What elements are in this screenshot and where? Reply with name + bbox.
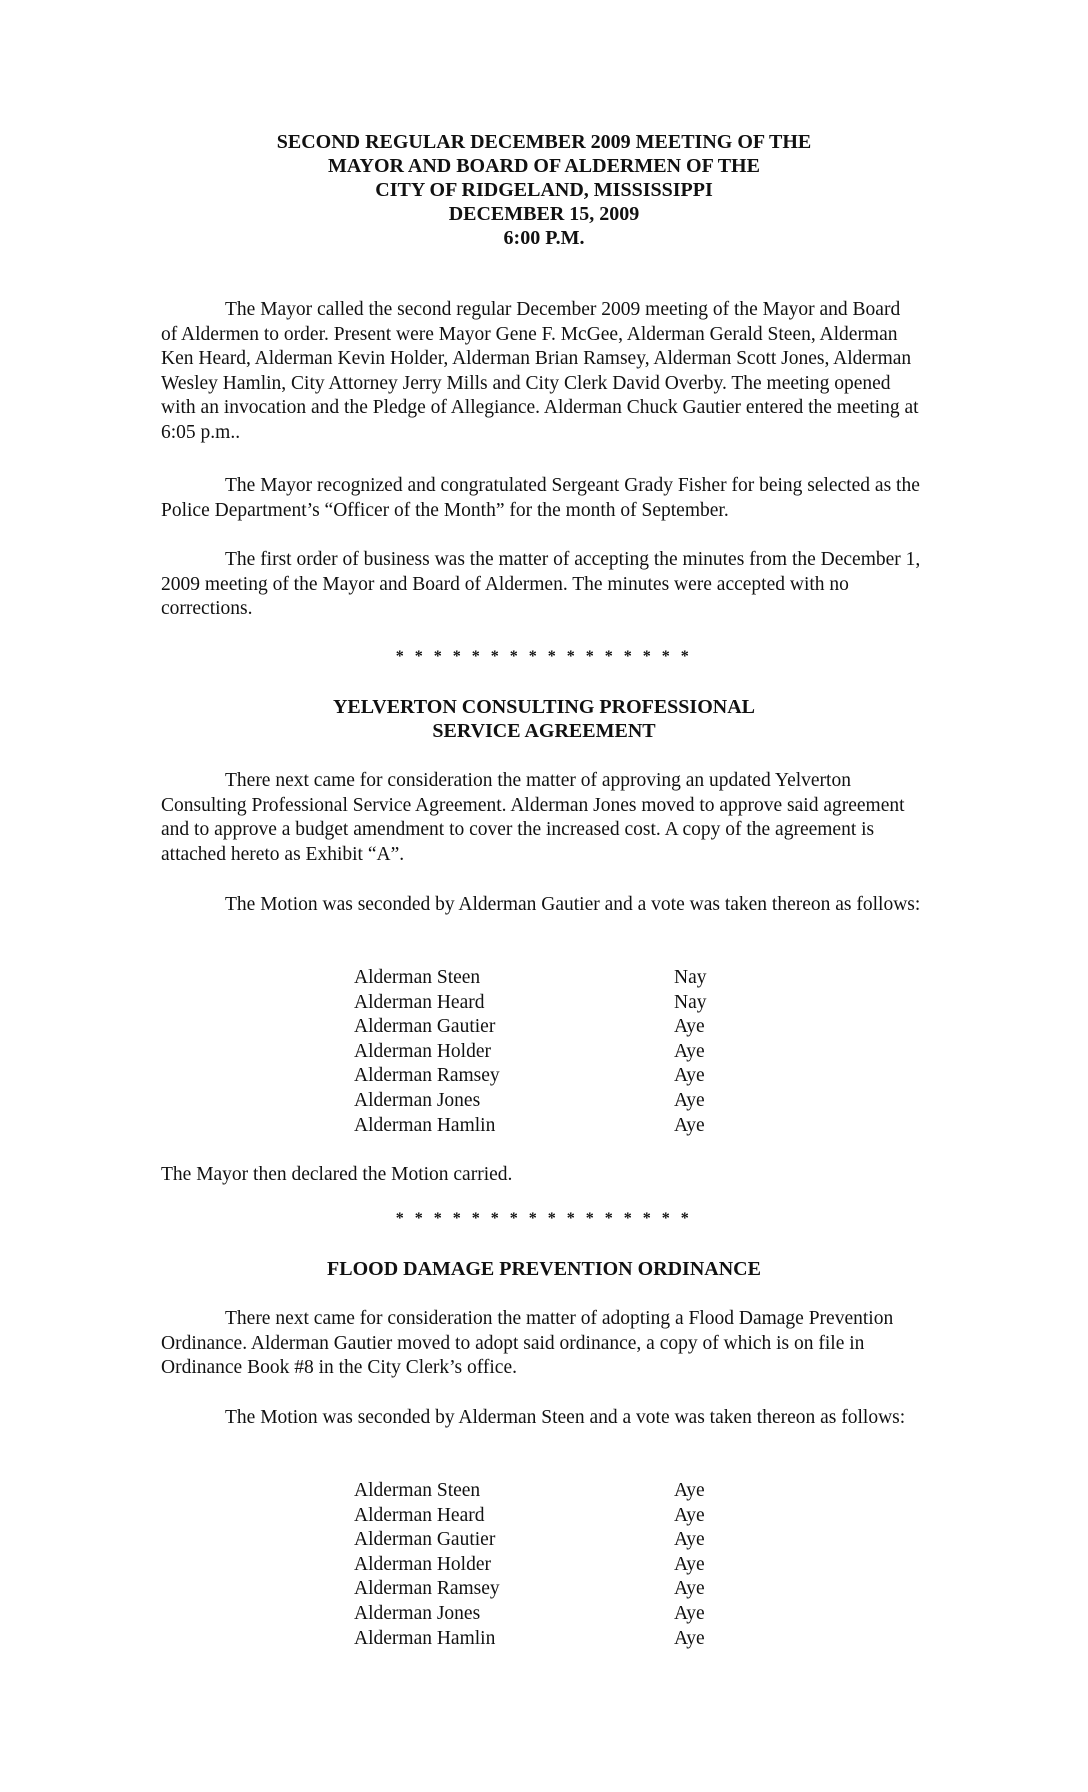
vote-row (354, 1040, 754, 1065)
header-line: CITY OF RIDGELAND, MISSISSIPPI (375, 179, 713, 201)
vote-row (354, 1602, 754, 1627)
header-line: SECOND REGULAR DECEMBER 2009 MEETING OF THE (276, 131, 812, 153)
vote-name: Alderman Heard (354, 991, 485, 1013)
vote-value: Aye (674, 1040, 705, 1062)
section1-second-text: The Motion was seconded by Alderman Gautier and a vote was taken thereon as follows: (225, 894, 921, 915)
vote-value: Nay (674, 991, 707, 1013)
vote-name: Alderman Holder (354, 1553, 491, 1575)
vote-row (354, 1553, 754, 1578)
section-title-line: YELVERTON CONSULTING PROFESSIONAL (332, 696, 755, 718)
section1-motion-text: There next came for consideration the matter of approving an updated Yelverton Consulting Professional Service Agreement. Alderman Jones moved to approve said agreement and to approve a budget amendment to cover the increased cost. A copy of the agreement is attached hereto as Exhibit “A”. (161, 770, 905, 865)
vote-name: Alderman Jones (354, 1089, 481, 1111)
vote-row (354, 1114, 754, 1139)
intro-paragraph-recognition (161, 474, 921, 523)
section2-second-paragraph (161, 1406, 921, 1431)
vote-row (354, 966, 754, 991)
intro-paragraph-text: The Mayor called the second regular December 2009 meeting of the Mayor and Board of Aldermen to order. Present were Mayor Gene F. McGee, Alderman Gerald Steen, Alderman Ken Heard, Alderman Kevin Holder, Alderman Brian Ramsey, Alderman Scott Jones, Alderman Wesley Hamlin, City Attorney Jerry Mills and City Clerk David Overby. The meeting opened with an invocation and the Pledge of Allegiance. Alderman Chuck Gautier entered the meeting at 6:05 p.m.. (161, 299, 919, 443)
vote-row (354, 1627, 754, 1652)
vote-row (354, 1479, 754, 1504)
section-separator: * * * * * * * * * * * * * * * * (395, 648, 693, 665)
intro-paragraph-minutes (161, 548, 921, 622)
header-line: MAYOR AND BOARD OF ALDERMEN OF THE (328, 155, 760, 177)
vote-name: Alderman Hamlin (354, 1627, 496, 1649)
section1-vote-table (354, 966, 754, 1138)
section1-second-paragraph (161, 893, 921, 918)
vote-row (354, 1504, 754, 1529)
section1-result-text: The Mayor then declared the Motion carried. (161, 1164, 513, 1185)
vote-name: Alderman Ramsey (354, 1578, 500, 1600)
vote-row (354, 1064, 754, 1089)
vote-name: Alderman Gautier (354, 1016, 496, 1038)
vote-value: Aye (674, 1065, 705, 1087)
section-title-line: FLOOD DAMAGE PREVENTION ORDINANCE (327, 1258, 761, 1280)
vote-name: Alderman Ramsey (354, 1065, 500, 1087)
meeting-header (0, 130, 1088, 250)
section-title-yelverton (0, 695, 1088, 743)
vote-value: Aye (674, 1016, 705, 1038)
section1-motion-paragraph (161, 769, 921, 867)
vote-name: Alderman Heard (354, 1504, 485, 1526)
vote-name: Alderman Steen (354, 967, 481, 988)
vote-row (354, 991, 754, 1016)
vote-value: Nay (674, 967, 707, 988)
header-line: 6:00 P.M. (503, 227, 585, 249)
vote-value: Aye (674, 1480, 705, 1501)
vote-value: Aye (674, 1553, 705, 1575)
vote-value: Aye (674, 1114, 705, 1136)
vote-name: Alderman Steen (354, 1480, 481, 1501)
vote-value: Aye (674, 1529, 705, 1551)
section-title-flood (0, 1257, 1088, 1281)
intro-paragraph-text: The Mayor recognized and congratulated Sergeant Grady Fisher for being selected as the Police Department’s “Officer of the Month” for the month of September. (161, 475, 920, 521)
vote-name: Alderman Hamlin (354, 1114, 496, 1136)
vote-value: Aye (674, 1602, 705, 1624)
header-line: DECEMBER 15, 2009 (448, 203, 640, 225)
vote-name: Alderman Gautier (354, 1529, 496, 1551)
vote-value: Aye (674, 1578, 705, 1600)
section-separator: * * * * * * * * * * * * * * * * (395, 1210, 693, 1227)
vote-value: Aye (674, 1504, 705, 1526)
vote-value: Aye (674, 1627, 705, 1649)
vote-row (354, 1015, 754, 1040)
vote-value: Aye (674, 1089, 705, 1111)
section-title-line: SERVICE AGREEMENT (432, 720, 656, 742)
vote-row (354, 1577, 754, 1602)
section2-vote-table (354, 1479, 754, 1651)
vote-name: Alderman Jones (354, 1602, 481, 1624)
section2-motion-paragraph (161, 1307, 921, 1381)
intro-paragraph-attendance (161, 298, 921, 445)
vote-row (354, 1089, 754, 1114)
section1-result (161, 1163, 921, 1188)
vote-row (354, 1528, 754, 1553)
intro-paragraph-text: The first order of business was the matter of accepting the minutes from the December 1, 2009 meeting of the Mayor and Board of Aldermen. The minutes were accepted with no corrections. (161, 549, 921, 619)
vote-name: Alderman Holder (354, 1040, 491, 1062)
section2-motion-text: There next came for consideration the matter of adopting a Flood Damage Prevention Ordinance. Alderman Gautier moved to adopt said ordinance, a copy of which is on file in Ordinance Book #8 in the City Clerk’s office. (161, 1308, 894, 1378)
section2-second-text: The Motion was seconded by Alderman Steen and a vote was taken thereon as follows: (225, 1407, 906, 1428)
